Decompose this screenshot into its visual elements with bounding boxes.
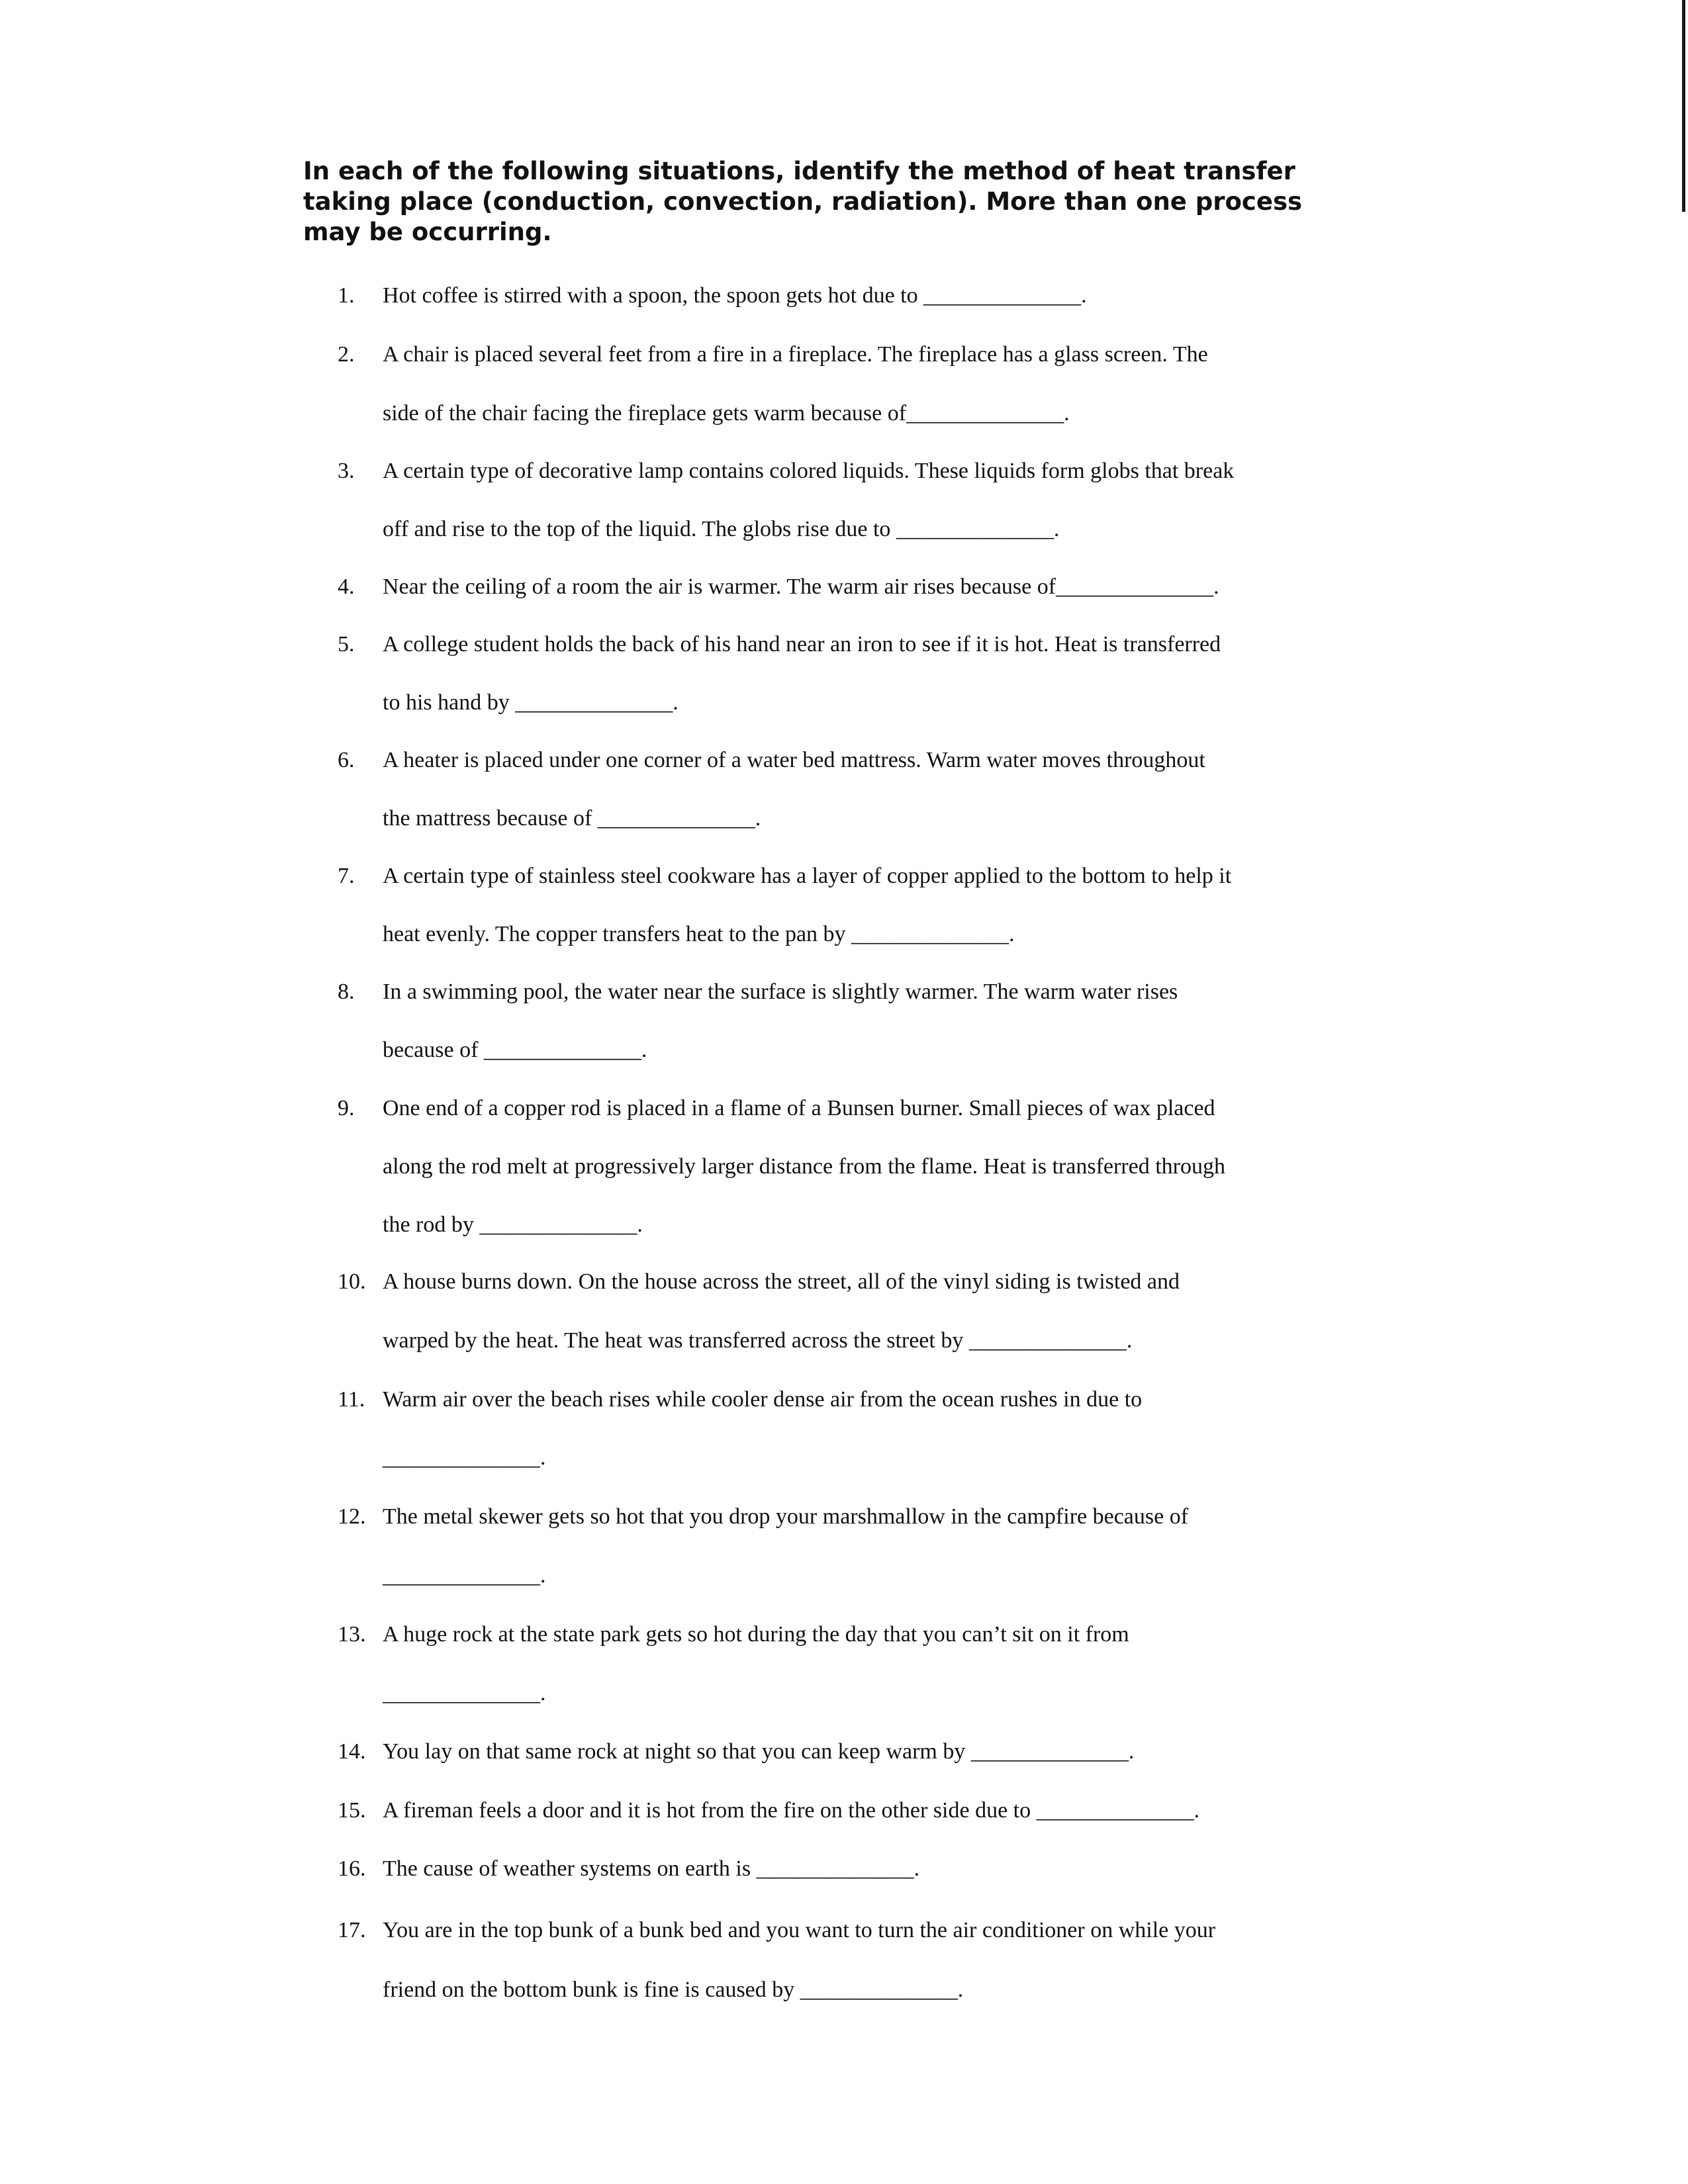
- question-10-continuation: warped by the heat. The heat was transferred across the street by ______________.: [383, 1328, 1133, 1353]
- question-12: [338, 1504, 1370, 1529]
- question-text: A chair is placed several feet from a fire in a fireplace. The fireplace has a glass screen. The: [383, 342, 1208, 367]
- question-text: A fireman feels a door and it is hot from the fire on the other side due to ______________.: [383, 1798, 1200, 1823]
- question-8-continuation: because of ______________.: [383, 1038, 647, 1062]
- question-number: 14.: [338, 1739, 366, 1764]
- question-text: One end of a copper rod is placed in a flame of a Bunsen burner. Small pieces of wax placed: [383, 1096, 1215, 1120]
- question-text: A house burns down. On the house across the street, all of the vinyl siding is twisted and: [383, 1269, 1180, 1294]
- question-8: [338, 979, 1370, 1005]
- question-12-continuation: ______________.: [383, 1563, 546, 1588]
- scan-edge-mark: [1682, 0, 1685, 212]
- question-16: [338, 1856, 1370, 1882]
- question-number: 2.: [338, 342, 355, 367]
- question-6: [338, 748, 1370, 773]
- question-number: 1.: [338, 283, 355, 308]
- question-15: [338, 1798, 1370, 1823]
- question-13: [338, 1622, 1370, 1647]
- question-2-continuation: side of the chair facing the fireplace gets warm because of______________.: [383, 401, 1070, 426]
- question-number: 8.: [338, 979, 355, 1004]
- question-number: 5.: [338, 632, 355, 657]
- question-number: 6.: [338, 748, 355, 772]
- question-number: 3.: [338, 459, 355, 483]
- question-14: [338, 1739, 1370, 1764]
- question-number: 4.: [338, 574, 355, 599]
- question-4: [338, 574, 1370, 600]
- question-text: The metal skewer gets so hot that you drop your marshmallow in the campfire because of: [383, 1504, 1189, 1529]
- question-6-continuation: the mattress because of ______________.: [383, 806, 761, 831]
- question-2: [338, 342, 1370, 367]
- question-number: 15.: [338, 1798, 366, 1823]
- question-3: [338, 459, 1370, 484]
- question-text: Near the ceiling of a room the air is warmer. The warm air rises because of______________.: [383, 574, 1219, 599]
- question-text: A college student holds the back of his hand near an iron to see if it is hot. Heat is transferred: [383, 632, 1221, 657]
- question-number: 17.: [338, 1918, 366, 1942]
- question-text: In a swimming pool, the water near the surface is slightly warmer. The warm water rises: [383, 979, 1178, 1004]
- question-text: A huge rock at the state park gets so hot during the day that you can’t sit on it from: [383, 1622, 1129, 1647]
- question-1: [338, 283, 1370, 308]
- question-text: The cause of weather systems on earth is ______________.: [383, 1856, 920, 1881]
- question-text: Warm air over the beach rises while cooler dense air from the ocean rushes in due to: [383, 1387, 1143, 1412]
- question-5-continuation: to his hand by ______________.: [383, 690, 679, 715]
- question-number: 12.: [338, 1504, 366, 1529]
- question-17-continuation: friend on the bottom bunk is fine is caused by ______________.: [383, 1978, 964, 2002]
- question-number: 9.: [338, 1096, 355, 1120]
- question-number: 10.: [338, 1269, 366, 1294]
- question-number: 13.: [338, 1622, 366, 1647]
- question-5: [338, 632, 1370, 657]
- question-text: A heater is placed under one corner of a water bed mattress. Warm water moves throughout: [383, 748, 1205, 772]
- question-number: 7.: [338, 864, 355, 888]
- question-13-continuation: ______________.: [383, 1681, 546, 1706]
- question-text: You are in the top bunk of a bunk bed and you want to turn the air conditioner on while your: [383, 1918, 1216, 1942]
- instructions-heading: In each of the following situations, identify the method of heat transfer taking place (conduction, convection, radiation). More than one process may be occurring.: [303, 157, 1302, 246]
- question-text: A certain type of decorative lamp contains colored liquids. These liquids form globs that break: [383, 459, 1235, 483]
- question-7-continuation: heat evenly. The copper transfers heat to the pan by ______________.: [383, 922, 1015, 946]
- question-7: [338, 864, 1370, 889]
- question-11-continuation: ______________.: [383, 1445, 546, 1470]
- question-9-continuation: along the rod melt at progressively larger distance from the flame. Heat is transferred through: [383, 1154, 1225, 1179]
- question-11: [338, 1387, 1370, 1412]
- question-text: You lay on that same rock at night so that you can keep warm by ______________.: [383, 1739, 1135, 1764]
- question-3-continuation: off and rise to the top of the liquid. The globs rise due to ______________.: [383, 517, 1060, 541]
- question-9-continuation: the rod by ______________.: [383, 1212, 643, 1237]
- question-text: Hot coffee is stirred with a spoon, the spoon gets hot due to ______________.: [383, 283, 1087, 308]
- question-text: A certain type of stainless steel cookware has a layer of copper applied to the bottom to help it: [383, 864, 1232, 888]
- question-number: 16.: [338, 1856, 366, 1881]
- question-10: [338, 1269, 1370, 1295]
- question-17: [338, 1918, 1370, 1943]
- question-number: 11.: [338, 1387, 365, 1412]
- question-9: [338, 1096, 1370, 1121]
